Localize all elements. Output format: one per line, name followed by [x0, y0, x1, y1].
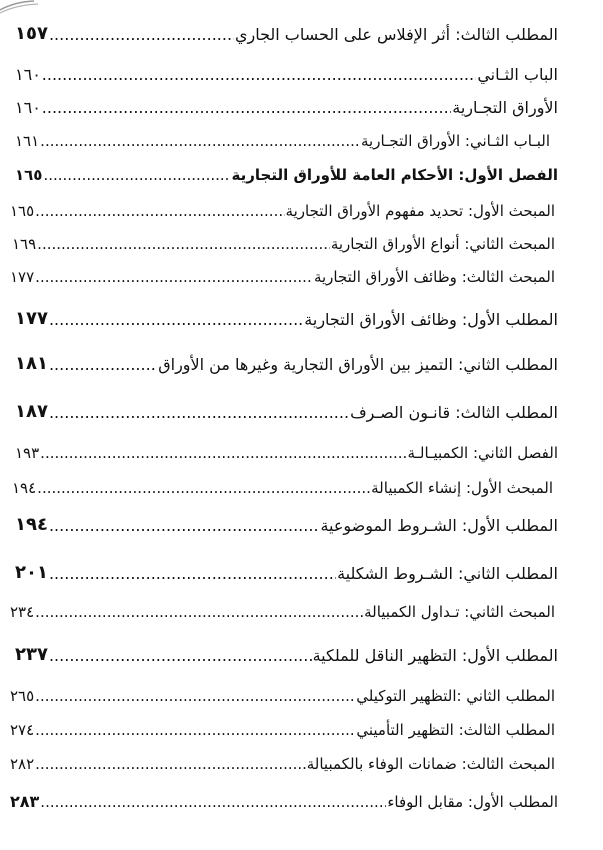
dot-leader: [42, 67, 477, 83]
toc-entry: [15, 564, 558, 582]
page-number: ١٩٤: [12, 479, 37, 497]
toc-entry: [15, 516, 558, 534]
entry-title: المطلب الأول: الشـروط الموضوعية: [320, 516, 558, 535]
entry-title: الأوراق التجـارية: [452, 98, 558, 117]
entry-title: المبحث الأول: إنشاء الكمبيالة: [371, 479, 553, 497]
dot-leader: [49, 357, 157, 373]
dot-leader: [49, 312, 303, 328]
page-number: ٢٣٤: [10, 603, 35, 621]
dot-leader: [43, 168, 230, 183]
toc-entry: [12, 481, 553, 496]
page-number: ١٧٧: [15, 308, 48, 329]
entry-title: المطلب الثاني: التميز بين الأوراق التجارية وغيرها من الأوراق: [158, 355, 558, 374]
toc-entry: [10, 757, 555, 772]
dot-leader: [35, 204, 284, 219]
entry-title: المطلب الأول: وظائف الأوراق التجارية: [304, 310, 558, 329]
dot-leader: [35, 723, 355, 738]
page-number: ١٩٤: [15, 514, 48, 535]
dot-leader: [35, 689, 355, 704]
toc-entry: [15, 646, 558, 664]
toc-entry: [10, 723, 555, 738]
dot-leader: [49, 405, 349, 421]
dot-leader: [40, 446, 406, 461]
entry-title: المطلب الثالث: أثر الإفلاس على الحساب الجاري: [234, 25, 558, 44]
toc-entry: [10, 605, 555, 620]
toc-entry: [15, 355, 558, 373]
toc-entry: [12, 237, 555, 252]
entry-title: المطلب الثاني :التظهير التوكيلي: [356, 687, 555, 705]
entry-title: المطلب الأول: التظهير الناقل للملكية: [312, 646, 558, 665]
toc-entry: [15, 403, 558, 421]
page-number: ٢٠١: [15, 562, 48, 583]
page-number: ٢٣٧: [15, 644, 48, 665]
toc-entry: [15, 25, 558, 43]
dot-leader: [42, 100, 451, 116]
toc-entry: [10, 204, 555, 219]
page-number: ١٧٧: [10, 268, 35, 286]
entry-title: المبحث الثالث: ضمانات الوفاء بالكمبيالة: [306, 755, 555, 773]
page-number: ١٩٣: [15, 444, 40, 462]
page-number: ١٦٥: [15, 166, 43, 184]
toc-entry: [10, 689, 555, 704]
dot-leader: [40, 134, 360, 149]
toc-entry: [15, 168, 558, 183]
page-number: ١٦٩: [12, 235, 37, 253]
entry-title: المبحث الثاني: تـداول الكمبيالة: [364, 603, 555, 621]
dot-leader: [49, 518, 319, 534]
dot-leader: [35, 270, 313, 285]
entry-title: المبحث الأول: تحديد مفهوم الأوراق التجارية: [285, 202, 555, 220]
page-number: ١٦٠: [15, 65, 41, 84]
entry-title: المطلب الأول: مقابل الوفاء: [387, 793, 558, 811]
page-number: ٢٦٥: [10, 687, 35, 705]
page-number: ٢٨٢: [10, 755, 35, 773]
entry-title: المبحث الثالث: وظائف الأوراق التجارية: [313, 268, 555, 286]
toc-entry: [15, 67, 558, 83]
toc-entry: [15, 446, 558, 461]
page-number: ١٨٧: [15, 401, 48, 422]
entry-title: المبحث الثاني: أنواع الأوراق التجارية: [330, 235, 555, 253]
toc-entry: [15, 100, 558, 116]
entry-title: الفصل الأول: الأحكام العامة للأوراق التجارية: [231, 166, 558, 184]
dot-leader: [49, 648, 312, 664]
toc-entry: [10, 270, 555, 285]
page-number: ١٦٥: [10, 202, 35, 220]
toc-entry: [15, 134, 550, 149]
dot-leader: [35, 605, 363, 620]
dot-leader: [35, 757, 306, 772]
dot-leader: [37, 237, 330, 252]
entry-title: البـاب الثـاني: الأوراق التجـارية: [360, 132, 550, 150]
page-number: ١٥٧: [15, 23, 48, 44]
entry-title: الباب الثـاني: [477, 65, 558, 84]
entry-title: الفصل الثاني: الكمبيـالـة: [407, 444, 558, 462]
page-number: ٢٨٣: [10, 792, 40, 811]
entry-title: المطلب الثالث: التظهير التأميني: [356, 721, 555, 739]
page-number: ٢٧٤: [10, 721, 35, 739]
dot-leader: [49, 27, 234, 43]
dot-leader: [37, 481, 370, 496]
dot-leader: [40, 795, 386, 810]
toc-entry: [15, 310, 558, 328]
page-number: ١٨١: [15, 353, 48, 374]
toc-entry: [10, 794, 558, 810]
page-number: ١٦١: [15, 132, 40, 150]
entry-title: المطلب الثالث: قانـون الصـرف: [350, 403, 558, 422]
page-number: ١٦٠: [15, 98, 41, 117]
dot-leader: [49, 566, 336, 582]
entry-title: المطلب الثاني: الشـروط الشكلية: [337, 564, 558, 583]
